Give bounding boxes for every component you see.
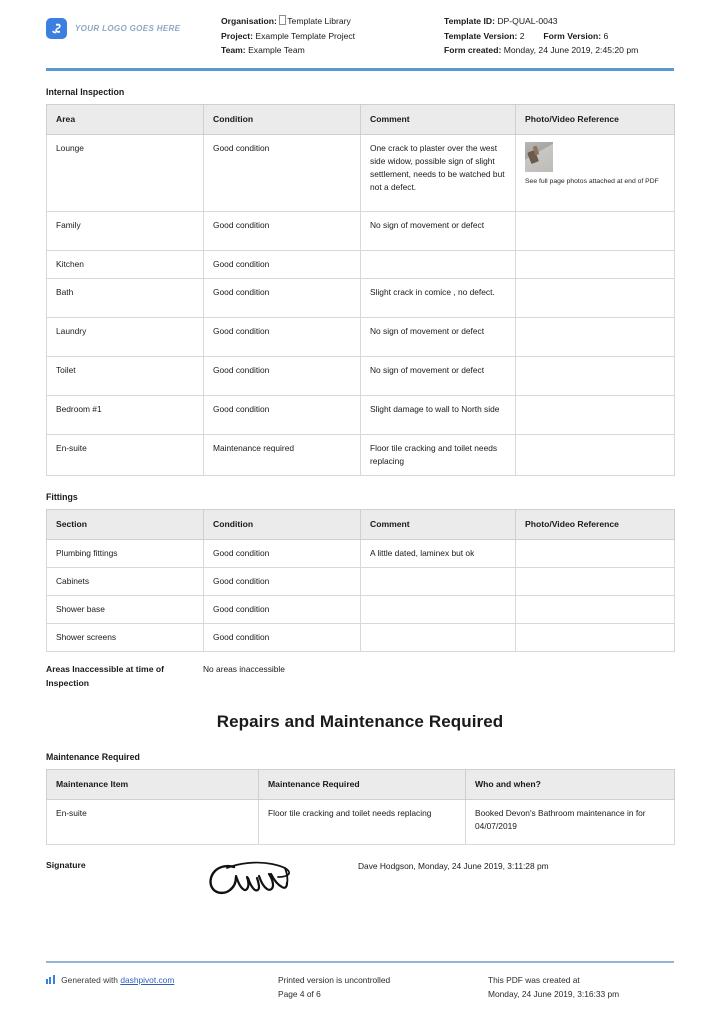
repairs-heading: Repairs and Maintenance Required [216,712,504,731]
cell-photo [516,212,675,251]
page-number: Page 4 of 6 [278,988,321,999]
cell-area: Family [47,212,204,251]
maintenance-required-title: Maintenance Required [46,752,140,762]
table-header-row [47,510,675,540]
document-footer [46,961,674,1001]
cell-photo [516,279,675,318]
cell-photo [516,624,675,652]
header-meta-right [444,14,674,58]
cell-photo [516,568,675,596]
table-row [47,251,675,279]
cell-section: Shower base [47,596,204,624]
cell-area: Lounge [47,135,204,212]
template-version-label: Template Version: [444,30,518,41]
printed-notice: Printed version is uncontrolled [278,975,391,985]
cell-section: Plumbing fittings [47,540,204,568]
cell-comment: Slight crack in comice , no defect. [361,279,516,318]
cell-condition: Good condition [204,279,361,318]
cell-section: Cabinets [47,568,204,596]
cell-photo [516,596,675,624]
logo-text: YOUR LOGO GOES HERE [75,24,181,33]
cell-who-and-when: Booked Devon's Bathroom maintenance in for 04/07/2019 [466,800,675,845]
internal-inspection-table [46,104,675,476]
cell-area: Bath [47,279,204,318]
cell-condition: Good condition [204,318,361,357]
cell-comment: One crack to plaster over the west side widow, possible sign of slight settlement, needs to be watched but not a defect. [361,135,516,212]
generated-with-label: Generated with [61,975,118,985]
cell-area: En-suite [47,435,204,476]
cell-comment: No sign of movement or defect [361,318,516,357]
areas-inaccessible-label: Areas Inaccessible at time of Inspection [46,664,164,688]
team-label: Team: [221,45,246,56]
signature-row [46,860,674,905]
cell-area: Laundry [47,318,204,357]
footer-created-block [488,974,674,1001]
cell-condition: Good condition [204,596,361,624]
handwritten-signature [203,854,358,905]
project-line [221,29,444,44]
cell-photo [516,357,675,396]
cell-section: Shower screens [47,624,204,652]
column-header-area: Area [47,105,204,135]
organisation-label: Organisation: [221,16,277,26]
table-row [47,596,675,624]
template-id-value: DP-QUAL-0043 [497,16,558,26]
cell-condition: Good condition [204,135,361,212]
cell-photo [516,251,675,279]
table-header-row [47,770,675,800]
footer-divider [46,961,674,963]
cell-comment: Slight damage to wall to North side [361,396,516,435]
form-version-label: Form Version: [543,30,602,41]
footer-generated-block [46,974,278,1001]
document-header [46,0,674,62]
table-row [47,624,675,652]
cell-condition: Good condition [204,568,361,596]
form-created-line [444,43,674,58]
areas-inaccessible-row [46,663,674,690]
template-id-line [444,14,674,29]
organisation-value: Template Library [287,16,351,26]
table-row [47,357,675,396]
column-header-condition: Condition [204,510,361,540]
team-value: Example Team [248,45,305,56]
cell-photo [516,135,675,212]
cell-comment: No sign of movement or defect [361,357,516,396]
signature-label: Signature [46,860,86,870]
column-header-comment: Comment [361,105,516,135]
cell-condition: Good condition [204,624,361,652]
table-row [47,396,675,435]
cell-maintenance-item: En-suite [47,800,259,845]
header-meta-left [221,14,444,58]
cell-photo [516,435,675,476]
logo-block [46,14,221,39]
cell-comment: A little dated, laminex but ok [361,540,516,568]
column-header-section: Section [47,510,204,540]
fittings-title: Fittings [46,492,78,502]
organisation-line [221,14,444,29]
table-header-row [47,105,675,135]
column-header-who-and-when: Who and when? [466,770,675,800]
cell-condition: Good condition [204,212,361,251]
cell-condition: Good condition [204,396,361,435]
column-header-maintenance-required: Maintenance Required [259,770,466,800]
column-header-photo: Photo/Video Reference [516,510,675,540]
cell-condition: Good condition [204,540,361,568]
cell-photo [516,540,675,568]
team-line [221,43,444,58]
cell-comment [361,568,516,596]
dashpivot-link[interactable]: dashpivot.com [120,975,175,985]
signature-meta: Dave Hodgson, Monday, 24 June 2019, 3:11:28 pm [358,861,549,871]
template-id-label: Template ID: [444,16,495,26]
cell-condition: Good condition [204,251,361,279]
table-row [47,318,675,357]
cell-condition: Good condition [204,357,361,396]
column-header-comment: Comment [361,510,516,540]
table-row [47,212,675,251]
template-version-value: 2 [519,30,525,41]
missing-glyph-icon [279,15,286,25]
cell-comment: No sign of movement or defect [361,212,516,251]
fittings-table [46,509,675,652]
pdf-created-label: This PDF was created at [488,975,580,985]
form-created-label: Form created: [444,45,502,56]
form-created-value: Monday, 24 June 2019, 2:45:20 pm [503,45,639,56]
cell-area: Bedroom #1 [47,396,204,435]
table-row [47,135,675,212]
table-row [47,279,675,318]
form-version-value: 6 [603,30,609,41]
cell-photo [516,396,675,435]
cell-comment [361,624,516,652]
photo-caption: See full page photos attached at end of PDF [525,178,659,185]
areas-inaccessible-value: No areas inaccessible [203,664,285,674]
table-row [47,435,675,476]
project-label: Project: [221,30,253,41]
column-header-maintenance-item: Maintenance Item [47,770,259,800]
table-row [47,568,675,596]
table-row [47,800,675,845]
s-mark-logo-icon [46,18,67,39]
maintenance-table [46,769,675,845]
cell-comment: Floor tile cracking and toilet needs replacing [361,435,516,476]
cell-comment [361,596,516,624]
project-value: Example Template Project [255,30,356,41]
cell-maintenance-required: Floor tile cracking and toilet needs replacing [259,800,466,845]
cell-area: Toilet [47,357,204,396]
table-row [47,540,675,568]
version-line [444,29,674,44]
cell-condition: Maintenance required [204,435,361,476]
header-divider [46,68,674,71]
internal-inspection-title: Internal Inspection [46,87,125,97]
column-header-photo: Photo/Video Reference [516,105,675,135]
cell-comment [361,251,516,279]
pdf-created-value: Monday, 24 June 2019, 3:16:33 pm [488,988,620,999]
photo-thumbnail[interactable] [525,142,553,172]
cell-photo [516,318,675,357]
cell-area: Kitchen [47,251,204,279]
bar-chart-icon [46,975,56,984]
footer-print-block [278,974,488,1001]
column-header-condition: Condition [204,105,361,135]
